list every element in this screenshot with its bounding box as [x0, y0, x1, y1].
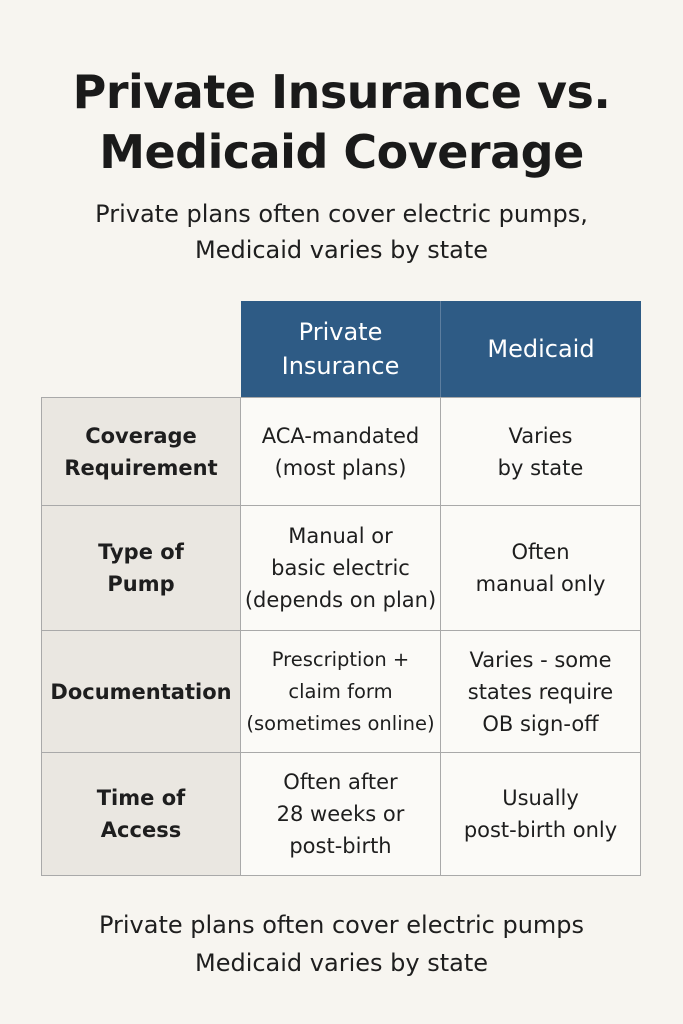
- cell-line: Prescription +: [271, 647, 410, 671]
- header-private-insurance: [241, 301, 441, 397]
- cell-line: 28 weeks or: [276, 802, 405, 826]
- cell-line: (most plans): [274, 455, 407, 480]
- cell-line: Varies: [508, 423, 573, 448]
- cell-private-coverage-requirement: [241, 397, 441, 506]
- cell-medicaid-coverage-requirement: [441, 397, 641, 506]
- subtitle-line-1: Private plans often cover electric pumps,: [95, 200, 588, 228]
- header-private-line-2: Insurance: [281, 352, 400, 380]
- title-line-2: Medicaid Coverage: [99, 125, 584, 179]
- cell-line: Often after: [283, 770, 398, 794]
- cell-line: Usually: [502, 786, 579, 810]
- cell-line: basic electric: [271, 556, 410, 580]
- comparison-table: [41, 301, 641, 876]
- cell-medicaid-time-of-access: [441, 753, 641, 876]
- row-label-type-of-pump: [41, 506, 241, 631]
- subtitle: [0, 196, 683, 268]
- cell-line: Often: [511, 540, 570, 564]
- row-label-line: Type of: [98, 540, 184, 564]
- cell-line: ACA-mandated: [261, 423, 420, 448]
- cell-line: Varies - some: [469, 647, 612, 672]
- cell-line: (sometimes online): [246, 711, 435, 735]
- cell-line: Manual or: [288, 524, 393, 548]
- row-label-line: Pump: [107, 572, 175, 596]
- cell-line: OB sign-off: [482, 711, 599, 736]
- header-medicaid-label: Medicaid: [487, 335, 595, 363]
- row-label-coverage-requirement: [41, 397, 241, 506]
- footer-note: [0, 906, 683, 982]
- cell-line: post-birth only: [463, 818, 618, 842]
- cell-line: post-birth: [289, 834, 392, 858]
- title-line-1: Private Insurance vs.: [72, 65, 611, 119]
- row-label-line: Requirement: [64, 455, 218, 480]
- cell-private-documentation: [241, 631, 441, 753]
- cell-medicaid-type-of-pump: [441, 506, 641, 631]
- row-label-line: Documentation: [50, 679, 232, 704]
- cell-line: claim form: [288, 679, 393, 703]
- cell-medicaid-documentation: [441, 631, 641, 753]
- cell-line: (depends on plan): [244, 588, 437, 612]
- page-title: [0, 62, 683, 182]
- cell-line: manual only: [475, 572, 606, 596]
- subtitle-line-2: Medicaid varies by state: [194, 236, 488, 264]
- cell-private-type-of-pump: [241, 506, 441, 631]
- row-label-line: Access: [100, 818, 182, 842]
- cell-private-time-of-access: [241, 753, 441, 876]
- row-label-documentation: [41, 631, 241, 753]
- footer-line-2: Medicaid varies by state: [194, 949, 488, 977]
- row-label-line: Coverage: [85, 423, 197, 448]
- cell-line: by state: [497, 455, 584, 480]
- header-medicaid: [441, 301, 641, 397]
- row-label-line: Time of: [96, 786, 186, 810]
- cell-line: states require: [467, 679, 614, 704]
- header-private-line-1: Private: [298, 318, 383, 346]
- footer-line-1: Private plans often cover electric pumps: [98, 911, 585, 939]
- row-label-time-of-access: [41, 753, 241, 876]
